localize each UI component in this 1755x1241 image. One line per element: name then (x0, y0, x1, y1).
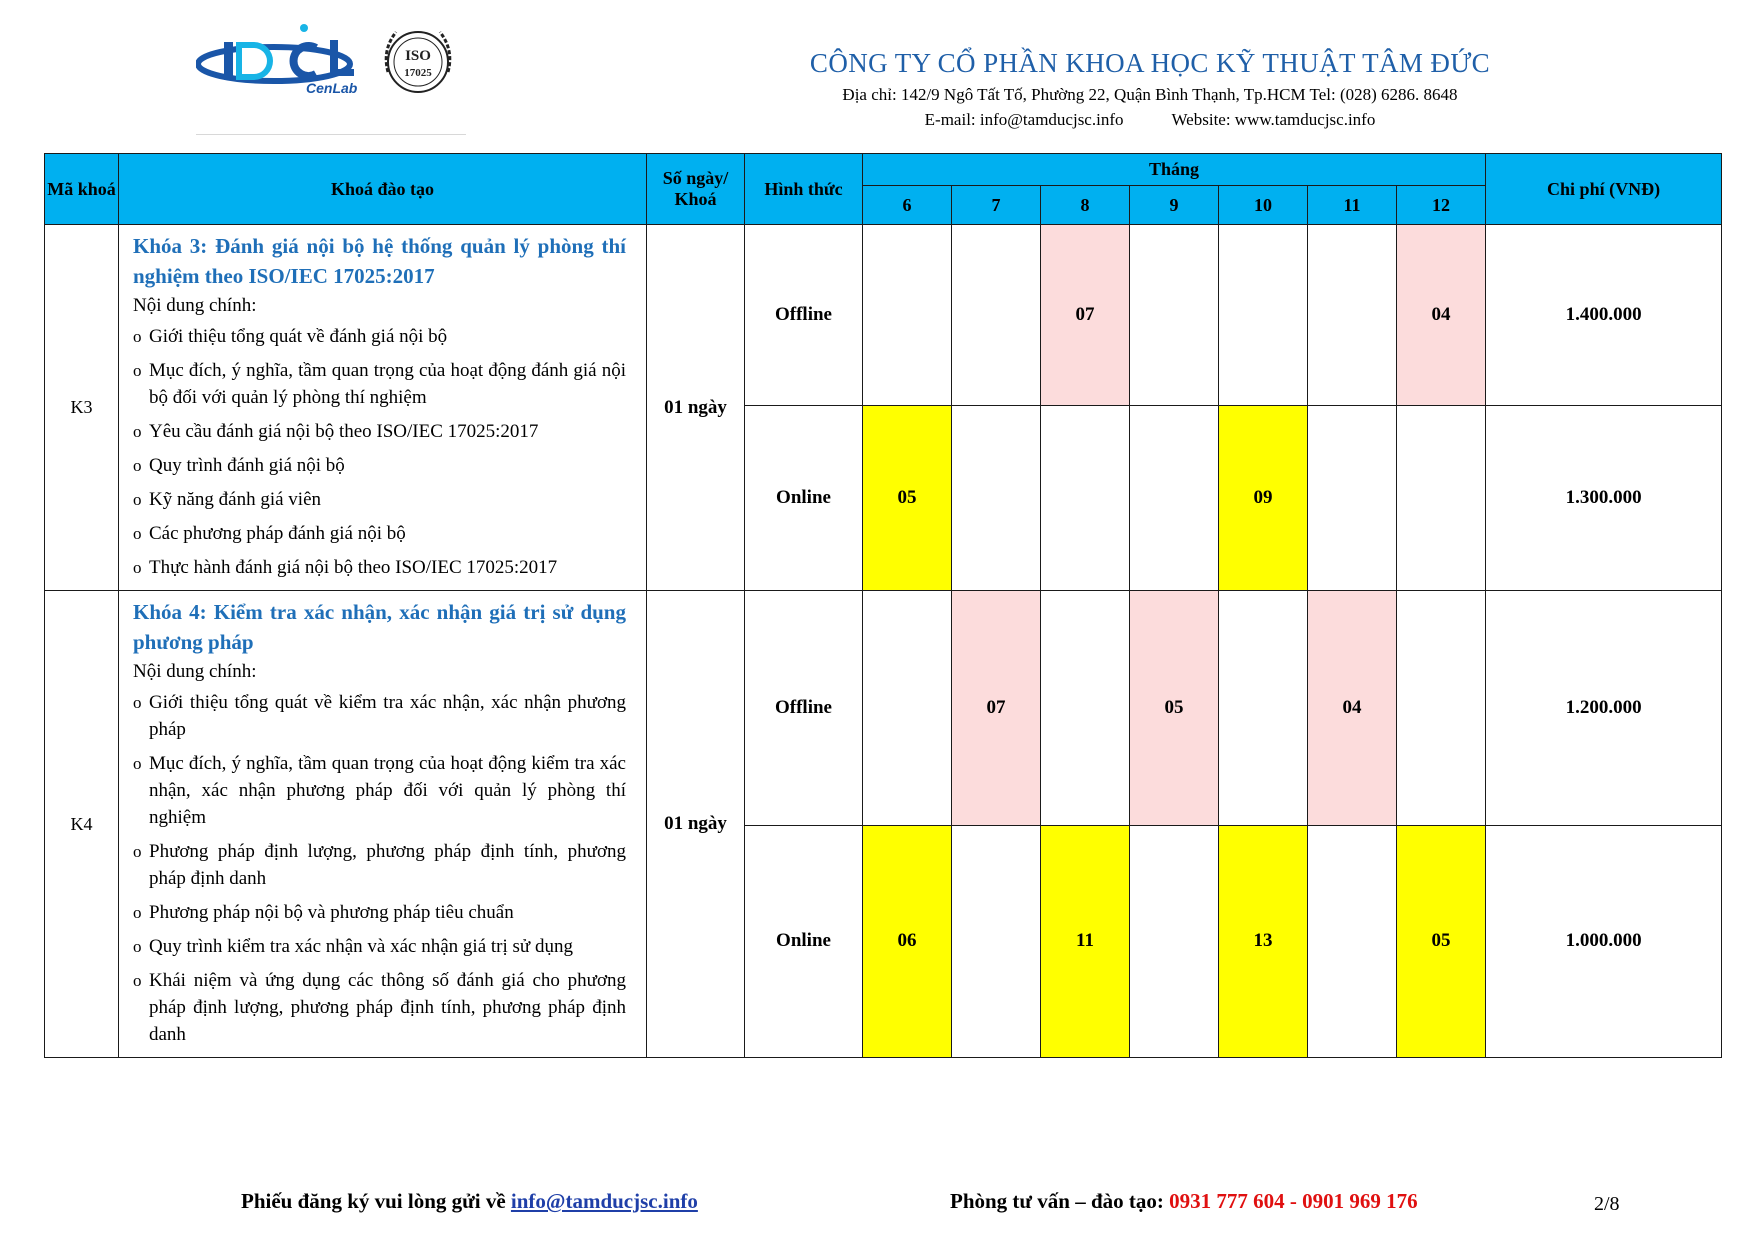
schedule-date-cell (863, 591, 952, 826)
course-intro: Nội dung chính: (133, 295, 257, 316)
list-item: o Kỹ năng đánh giá viên (133, 486, 626, 513)
course-content-list (133, 689, 626, 1048)
footer-email-link[interactable]: info@tamducjsc.info (510, 1189, 698, 1213)
table-body (45, 225, 1722, 1058)
header-month-group: Tháng (863, 154, 1486, 186)
header-month: 9 (1130, 186, 1219, 225)
course-description (119, 591, 647, 1058)
table-header-row (45, 154, 1722, 186)
header-month: 12 (1397, 186, 1486, 225)
schedule-date-cell: 07 (1041, 225, 1130, 406)
schedule-date-cell: 04 (1397, 225, 1486, 406)
course-format: Online (745, 405, 863, 590)
schedule-date-cell: 05 (1397, 825, 1486, 1057)
schedule-date-cell (1397, 591, 1486, 826)
course-cost: 1.200.000 (1486, 591, 1722, 826)
footer-phone-numbers: 0931 777 604 - 0901 969 176 (1169, 1189, 1418, 1213)
schedule-date-cell (952, 825, 1041, 1057)
schedule-date-cell: 05 (863, 405, 952, 590)
schedule-date-cell: 09 (1219, 405, 1308, 590)
company-header (600, 46, 1700, 132)
schedule-date-cell (1041, 591, 1130, 826)
schedule-date-cell (1130, 825, 1219, 1057)
course-content-list (133, 323, 626, 581)
page-number: 2/8 (1594, 1193, 1620, 1215)
schedule-date-cell (1130, 405, 1219, 590)
schedule-date-cell: 11 (1041, 825, 1130, 1057)
course-cost: 1.300.000 (1486, 405, 1722, 590)
company-website: Website: www.tamducjsc.info (1171, 110, 1376, 129)
footer-registration (241, 1189, 698, 1214)
list-item: o Khái niệm và ứng dụng các thông số đánh giá cho phương pháp định lượng, phương pháp định tính, phương pháp định danh (133, 967, 626, 1048)
cenlab-label: CenLab (306, 80, 358, 96)
course-days: 01 ngày (647, 225, 745, 591)
list-item: o Phương pháp định lượng, phương pháp định tính, phương pháp định danh (133, 838, 626, 892)
list-item: o Giới thiệu tổng quát về kiểm tra xác nhận, xác nhận phương pháp (133, 689, 626, 743)
schedule-date-cell (1397, 405, 1486, 590)
header-code: Mã khoá (45, 154, 119, 225)
list-item: o Quy trình kiểm tra xác nhận và xác nhận giá trị sử dụng (133, 933, 626, 960)
course-code: K4 (45, 591, 119, 1058)
footer-contact-label: Phòng tư vấn – đào tạo: (950, 1189, 1170, 1213)
course-format: Online (745, 825, 863, 1057)
list-item: o Các phương pháp đánh giá nội bộ (133, 520, 626, 547)
list-item: o Quy trình đánh giá nội bộ (133, 452, 626, 479)
schedule-date-cell (952, 405, 1041, 590)
list-item: o Mục đích, ý nghĩa, tầm quan trọng của hoạt động đánh giá nội bộ đối với quản lý phòng thí nghiệm (133, 357, 626, 411)
schedule-date-cell (1308, 225, 1397, 406)
footer-contact (950, 1189, 1418, 1214)
header-month: 11 (1308, 186, 1397, 225)
iso-number: 17025 (404, 67, 432, 79)
header-month: 6 (863, 186, 952, 225)
list-item: o Giới thiệu tổng quát về đánh giá nội bộ (133, 323, 626, 350)
list-item: o Mục đích, ý nghĩa, tầm quan trọng của hoạt động kiểm tra xác nhận, xác nhận phương pháp đối với quản lý phòng thí nghiệm (133, 750, 626, 831)
schedule-date-cell: 06 (863, 825, 952, 1057)
footer-registration-text: Phiếu đăng ký vui lòng gửi về (241, 1189, 511, 1213)
course-cost: 1.400.000 (1486, 225, 1722, 406)
header-course: Khoá đào tạo (119, 154, 647, 225)
course-title: Khóa 4: Kiểm tra xác nhận, xác nhận giá trị sử dụng phương pháp (133, 600, 626, 654)
course-intro: Nội dung chính: (133, 661, 257, 682)
header-month: 10 (1219, 186, 1308, 225)
schedule-date-cell (952, 225, 1041, 406)
header-month: 8 (1041, 186, 1130, 225)
course-cost: 1.000.000 (1486, 825, 1722, 1057)
training-schedule-table (44, 153, 1722, 1058)
header-month: 7 (952, 186, 1041, 225)
table-row (45, 591, 1722, 826)
course-title: Khóa 3: Đánh giá nội bộ hệ thống quản lý phòng thí nghiệm theo ISO/IEC 17025:2017 (133, 234, 626, 288)
header-cost: Chi phí (VNĐ) (1486, 154, 1722, 225)
iso-badge-icon (378, 22, 458, 102)
schedule-date-cell: 04 (1308, 591, 1397, 826)
list-item: o Thực hành đánh giá nội bộ theo ISO/IEC 17025:2017 (133, 554, 626, 581)
company-logo (196, 16, 466, 138)
schedule-date-cell (1041, 405, 1130, 590)
header-days: Số ngày/ Khoá (647, 154, 745, 225)
course-format: Offline (745, 591, 863, 826)
list-item: o Phương pháp nội bộ và phương pháp tiêu chuẩn (133, 899, 626, 926)
course-code: K3 (45, 225, 119, 591)
schedule-date-cell: 05 (1130, 591, 1219, 826)
company-email: E-mail: info@tamducjsc.info (924, 110, 1124, 129)
company-address: Địa chỉ: 142/9 Ngô Tất Tố, Phường 22, Quận Bình Thạnh, Tp.HCM Tel: (028) 6286. 8648 (842, 85, 1458, 104)
schedule-date-cell (863, 225, 952, 406)
schedule-date-cell: 07 (952, 591, 1041, 826)
course-days: 01 ngày (647, 591, 745, 1058)
schedule-date-cell: 13 (1219, 825, 1308, 1057)
list-item: o Yêu cầu đánh giá nội bộ theo ISO/IEC 17025:2017 (133, 418, 626, 445)
course-format: Offline (745, 225, 863, 406)
dcl-logo-icon (196, 18, 386, 98)
iso-label: ISO (405, 48, 431, 64)
schedule-date-cell (1308, 405, 1397, 590)
schedule-date-cell (1308, 825, 1397, 1057)
course-description (119, 225, 647, 591)
logo-divider (196, 134, 466, 135)
company-contact (600, 107, 1700, 132)
schedule-date-cell (1130, 225, 1219, 406)
header-form: Hình thức (745, 154, 863, 225)
schedule-date-cell (1219, 591, 1308, 826)
company-name: CÔNG TY CỔ PHẦN KHOA HỌC KỸ THUẬT TÂM ĐỨC (809, 48, 1491, 78)
table-row (45, 225, 1722, 406)
schedule-date-cell (1219, 225, 1308, 406)
